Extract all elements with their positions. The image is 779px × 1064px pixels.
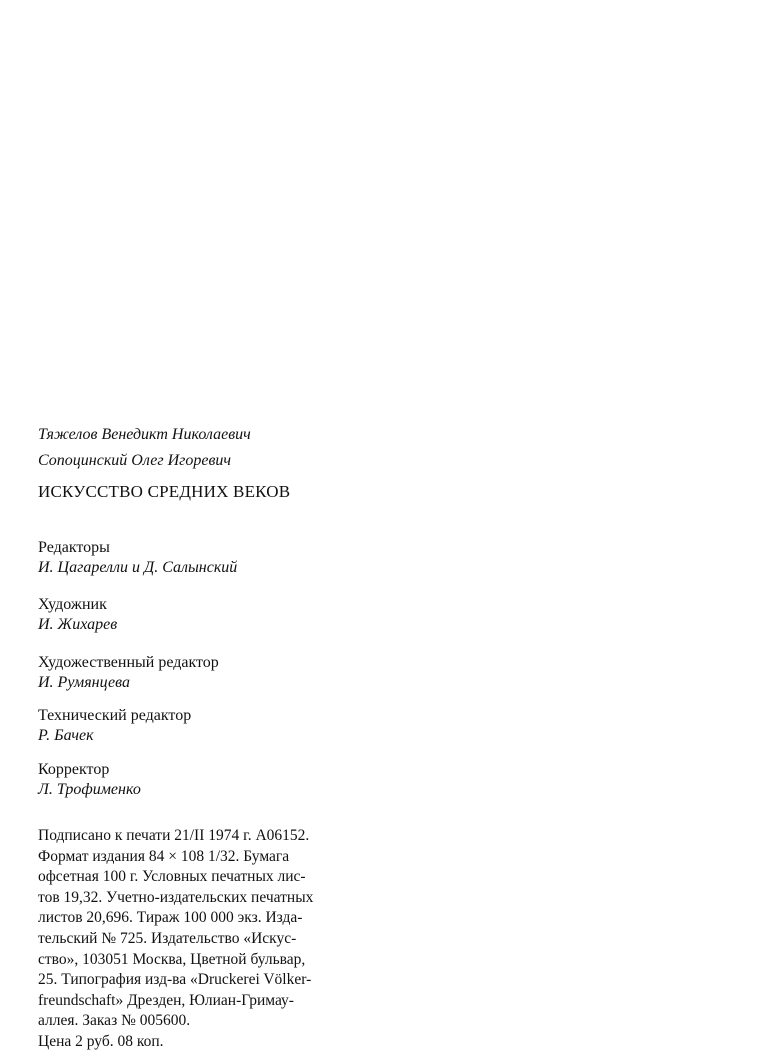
imprint-line: аллея. Заказ № 005600. <box>38 1012 191 1030</box>
credit-role: Технический редактор <box>38 707 192 724</box>
imprint-line: тов 19,32. Учетно-издательских печатных <box>38 888 314 906</box>
credit-role: Редакторы <box>38 539 110 556</box>
credit-person: И. Цагарелли и Д. Салынский <box>38 559 238 576</box>
book-title: ИСКУССТВО СРЕДНИХ ВЕКОВ <box>38 482 291 501</box>
author-name: Сопоцинский Олег Игоревич <box>38 452 232 469</box>
credit-artist <box>38 595 117 635</box>
credit-corrector <box>38 760 141 800</box>
imprint-line: офсетная 100 г. Условных печатных лис- <box>38 868 306 886</box>
imprint-line: листов 20,696. Тираж 100 000 экз. Изда- <box>38 909 303 927</box>
price-line: Цена 2 руб. 08 коп. <box>38 1032 164 1050</box>
credit-role: Художественный редактор <box>38 654 219 671</box>
authors-block <box>38 422 251 474</box>
credit-person: Л. Трофименко <box>38 781 141 798</box>
imprint-line: ство», 103051 Москва, Цветной бульвар, <box>38 950 306 968</box>
imprint-line: Формат издания 84 × 108 1/32. Бумага <box>38 847 290 865</box>
credit-person: И. Жихарев <box>38 616 118 633</box>
imprint-line: freundschaft» Дрезден, Юлиан-Гримау- <box>38 991 294 1009</box>
imprint-block <box>38 826 361 1053</box>
credit-person: И. Румянцева <box>38 674 130 691</box>
imprint-line: 25. Типография изд-ва «Druckerei Völker- <box>38 971 312 989</box>
credit-editors <box>38 538 237 578</box>
credit-role: Корректор <box>38 761 110 778</box>
imprint-line: тельский № 725. Издательство «Искус- <box>38 929 297 947</box>
credit-person: Р. Бачек <box>38 727 94 744</box>
credit-tech-editor <box>38 706 191 746</box>
author-name: Тяжелов Венедикт Николаевич <box>38 426 251 443</box>
credit-role: Художник <box>38 596 107 613</box>
credit-art-editor <box>38 653 219 693</box>
imprint-line: Подписано к печати 21/II 1974 г. А06152. <box>38 827 310 844</box>
